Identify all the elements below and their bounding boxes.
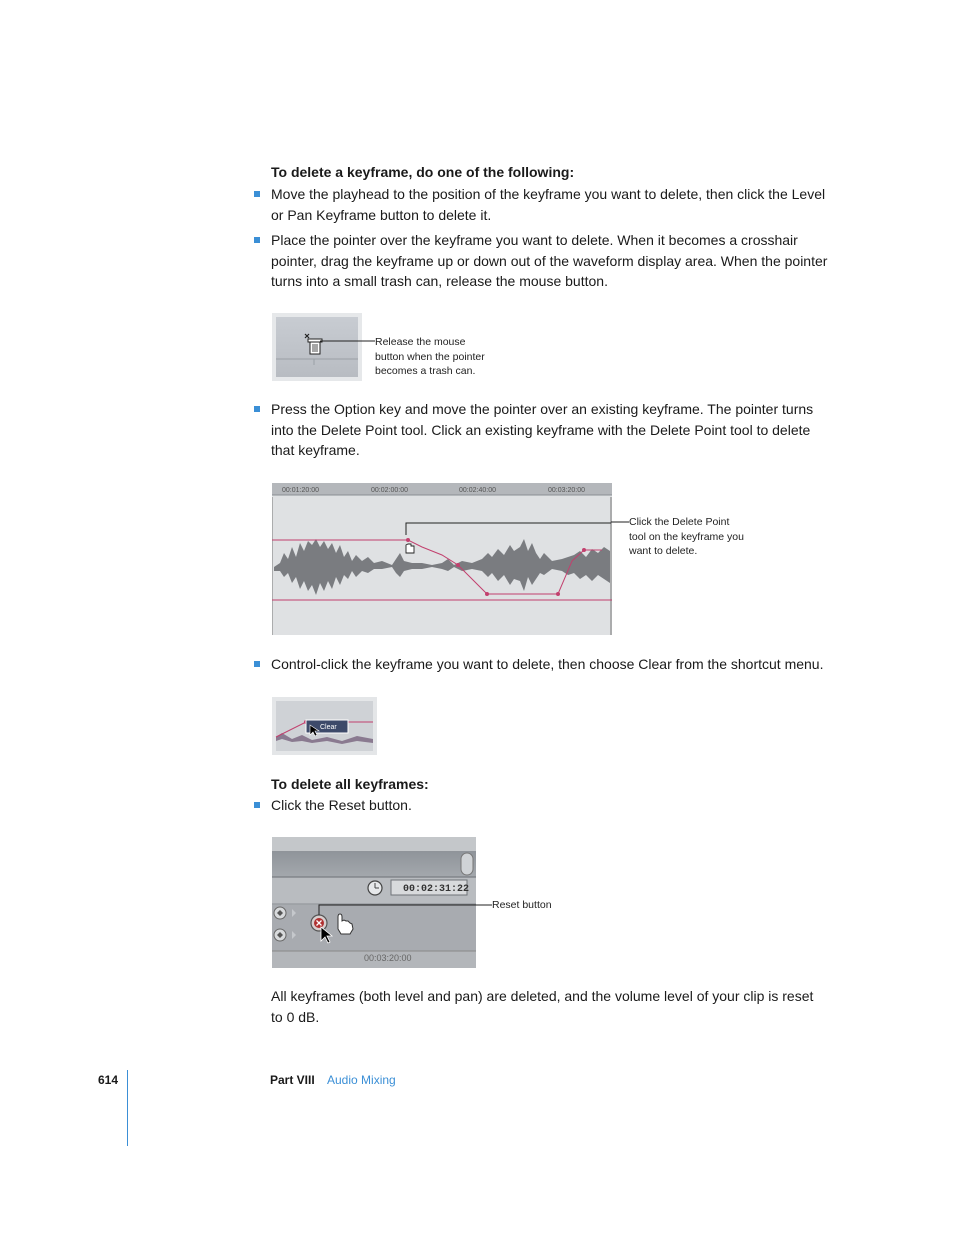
keyframe-point[interactable]	[456, 563, 460, 567]
keyframe-point[interactable]	[406, 538, 410, 542]
keyframe-point[interactable]	[485, 592, 489, 596]
shortcut-menu-screenshot	[272, 697, 377, 755]
callout-line: becomes a trash can.	[375, 365, 476, 378]
bullet-square-icon	[254, 802, 260, 808]
callout-line: want to delete.	[629, 545, 698, 558]
keyframe-point[interactable]	[582, 548, 586, 552]
callout-line: button when the pointer	[375, 350, 485, 363]
callout-line: tool on the keyframe you	[629, 530, 744, 543]
timecode-value: 00:02:31:22	[403, 884, 470, 895]
bullet-square-icon	[254, 191, 260, 197]
clear-menu-label: Clear	[320, 724, 337, 731]
list-item-text: Click the Reset button.	[271, 797, 412, 813]
reset-button[interactable]	[311, 915, 327, 931]
callout-leader-line	[475, 902, 492, 908]
footer-part: Part VIII	[270, 1073, 315, 1087]
list-item-text: Place the pointer over the keyframe you want to delete. When it becomes a crosshair pointer, drag the keyframe up or down out of the waveform display area. When the pointer turns into a small trash can, release the mouse button.	[271, 232, 828, 289]
trash-can-screenshot	[272, 313, 362, 381]
page-number: 614	[98, 1073, 119, 1087]
callout-line: Release the mouse	[375, 336, 466, 348]
ruler-timecode: 00:01:20:00	[282, 487, 319, 494]
list-item-text: Move the playhead to the position of the keyframe you want to delete, then click the Level or Pan Keyframe button to delete it.	[271, 186, 826, 223]
figure-clear-shortcut-menu	[272, 697, 377, 755]
section-heading-delete-all: To delete all keyframes:	[271, 776, 429, 792]
ruler-timecode: 00:03:20:00	[548, 487, 585, 494]
ruler-timecode: 00:02:00:00	[371, 487, 408, 494]
ruler-timecode: 00:03:20:00	[364, 953, 412, 963]
bullet-square-icon	[254, 406, 260, 412]
footer-rule	[127, 1070, 128, 1146]
ruler-timecode: 00:02:40:00	[459, 487, 496, 494]
list-item-text: Control-click the keyframe you want to delete, then choose Clear from the shortcut menu.	[271, 656, 824, 672]
waveform-screenshot	[272, 483, 612, 635]
callout-trash-can	[375, 335, 485, 379]
callout-delete-point	[629, 515, 744, 559]
figure-waveform-delete-point	[272, 483, 612, 635]
callout-leader-line	[611, 519, 629, 525]
figure-trash-can	[272, 313, 362, 381]
reset-button-screenshot	[272, 837, 476, 968]
figure-reset-button	[272, 837, 476, 968]
callout-leader-line	[320, 338, 375, 344]
section-heading-delete-keyframe: To delete a keyframe, do one of the following:	[271, 164, 575, 180]
callout-reset-button: Reset button	[492, 899, 552, 911]
closing-paragraph: All keyframes (both level and pan) are deleted, and the volume level of your clip is reset to 0 dB.	[271, 988, 814, 1025]
clock-icon	[368, 881, 382, 895]
bullet-square-icon	[254, 661, 260, 667]
bullet-square-icon	[254, 237, 260, 243]
keyframe-point[interactable]	[556, 592, 560, 596]
list-item-text: Press the Option key and move the pointer over an existing keyframe. The pointer turns into the Delete Point tool. Click an existing keyframe with the Delete Point tool to delete that keyframe.	[271, 401, 814, 458]
callout-line: Click the Delete Point	[629, 516, 730, 528]
footer-chapter-link[interactable]: Audio Mixing	[327, 1073, 396, 1087]
